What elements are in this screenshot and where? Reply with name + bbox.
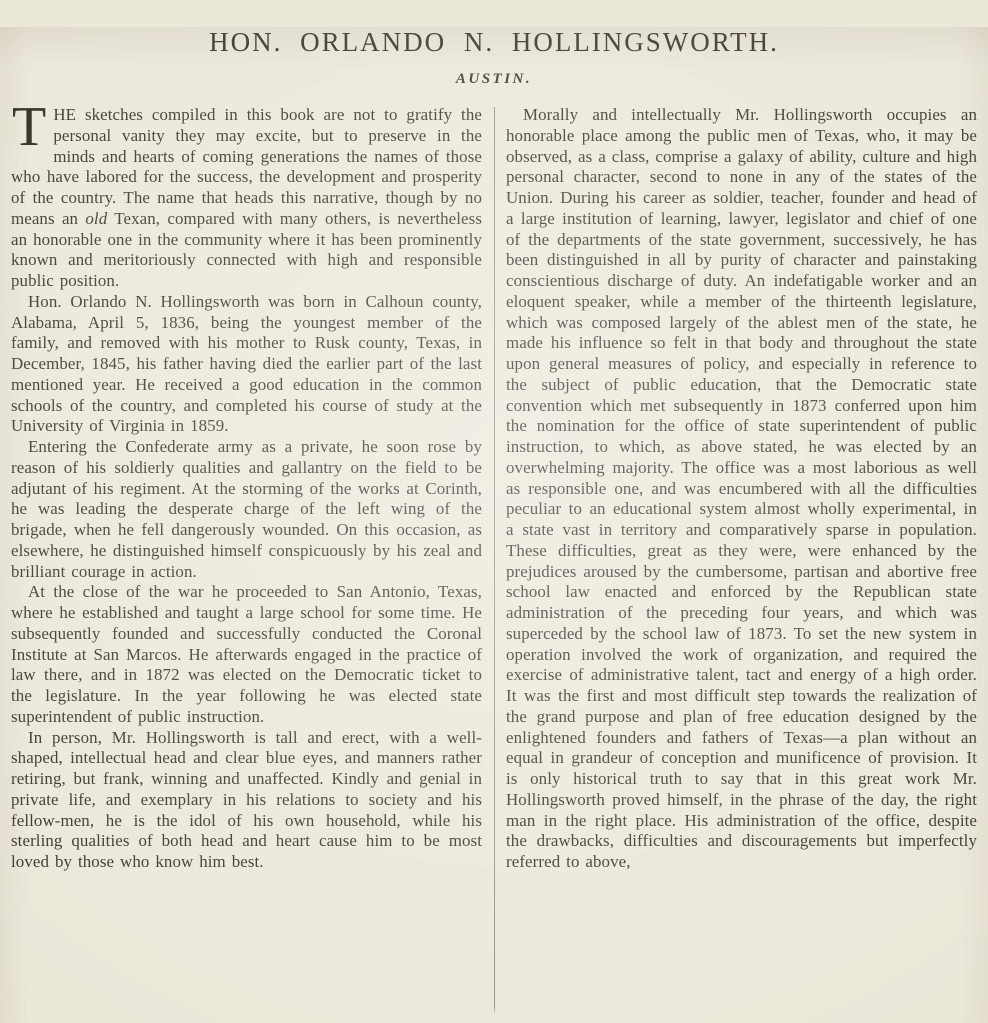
book-page [0,27,988,1023]
paragraph-public-life: Morally and intellectually Mr. Hollingsworth occupies an honorable place among the public men of Texas, who, it may be observed, as a class, comprise a galaxy of ability, culture and high personal character, second to none in any of the states of the Union. During his career as soldier, teacher, founder and head of a large institution of learning, lawyer, legislator and chief of one of the departments of the state government, successively, he has been distinguished in all by purity of character and painstaking conscientious discharge of duty. An indefatigable worker and an eloquent speaker, while a member of the thirteenth legislature, which was composed largely of the ablest men of the state, he made his influence so felt in that body and throughout the state upon general measures of policy, and especially in reference to the subject of public education, that the Democratic state convention which met subsequently in 1873 conferred upon him the nomination for the office of state superintendent of public instruction, to which, as above stated, he was elected by an overwhelming majority. The office was a most laborious as well as responsible one, and was encumbered with all the difficulties peculiar to an educational system almost wholly experimental, in a state vast in territory and comparatively sparse in population. These difficulties, great as they were, were enhanced by the prejudices aroused by the cumbersome, partisan and abortive free school law enacted and enforced by the Republican state administration of the preceding four years, and which was superceded by the school law of 1873. To set the new system in operation involved the work of organization, and required the exercise of administrative talent, tact and energy of a high order. It was the first and most difficult step towards the realization of the grand purpose and plan of free education designed by the enlightened founders and fathers of Texas—a plan without an equal in grandeur of conception and munificence of provision. It is only historical truth to say that in this great work Mr. Hollingsworth proved himself, in the phrase of the day, the right man in the right place. His administration of the office, despite the drawbacks, difficulties and discouragements but imperfectly referred to above, [506,105,977,871]
right-column [506,105,977,1021]
paragraph-birth: Hon. Orlando N. Hollingsworth was born in Calhoun county, Alabama, April 5, 1836, being the youngest member of the family, and removed with his mother to Rusk county, Texas, in December, 1845, his father having died the earlier part of the last mentioned year. He received a good education in the common schools of the country, and completed his course of study at the University of Virginia in 1859. [11,291,482,436]
left-column [11,105,482,1021]
drop-cap: T [12,105,47,158]
paragraph-text: Texan, compared with many others, is nevertheless an honorable one in the community where it has been prominently known and meritoriously connected with high and responsible public position. [11,208,482,290]
paragraph-war: Entering the Confederate army as a private, he soon rose by reason of his soldierly qualities and gallantry on the field to be adjutant of his regiment. At the storming of the works at Corinth, he was leading the desperate charge of the left wing of the brigade, when he fell dangerously wounded. On this occasion, as elsewhere, he distinguished himself conspicuously by his zeal and brilliant courage in action. [11,437,482,581]
page-subtitle: AUSTIN. [455,71,533,87]
page-title: HON. ORLANDO N. HOLLINGSWORTH. [209,27,779,57]
italic-word: old [85,208,108,228]
column-divider-rule [494,107,495,1015]
paragraph-text: HE sketches compiled in this book are not to gratify the personal vanity they may excite, but to preserve in the minds and hearts of coming generations the names of those who have labored for the success, the development and prosperity of the country. The name that heads this narrative, though by no means an [11,105,482,228]
paragraph-career: At the close of the war he proceeded to San Antonio, Texas, where he established and taught a large school for some time. He subsequently founded and successfully conducted the Coronal Institute at San Marcos. He afterwards engaged in the practice of law there, and in 1872 was elected on the Democratic ticket to the legislature. In the year following he was elected state superintendent of public instruction. [11,582,482,726]
paragraph-person: In person, Mr. Hollingsworth is tall and erect, with a well-shaped, intellectual head and clear blue eyes, and manners rather retiring, but frank, winning and unaffected. Kindly and genial in private life, and exemplary in his relations to society and his fellow-men, he is the idol of his own household, while his sterling qualities of both head and heart cause him to be most loved by those who know him best. [11,727,482,871]
paragraph-opening [11,105,482,292]
two-column-body [11,105,977,1021]
